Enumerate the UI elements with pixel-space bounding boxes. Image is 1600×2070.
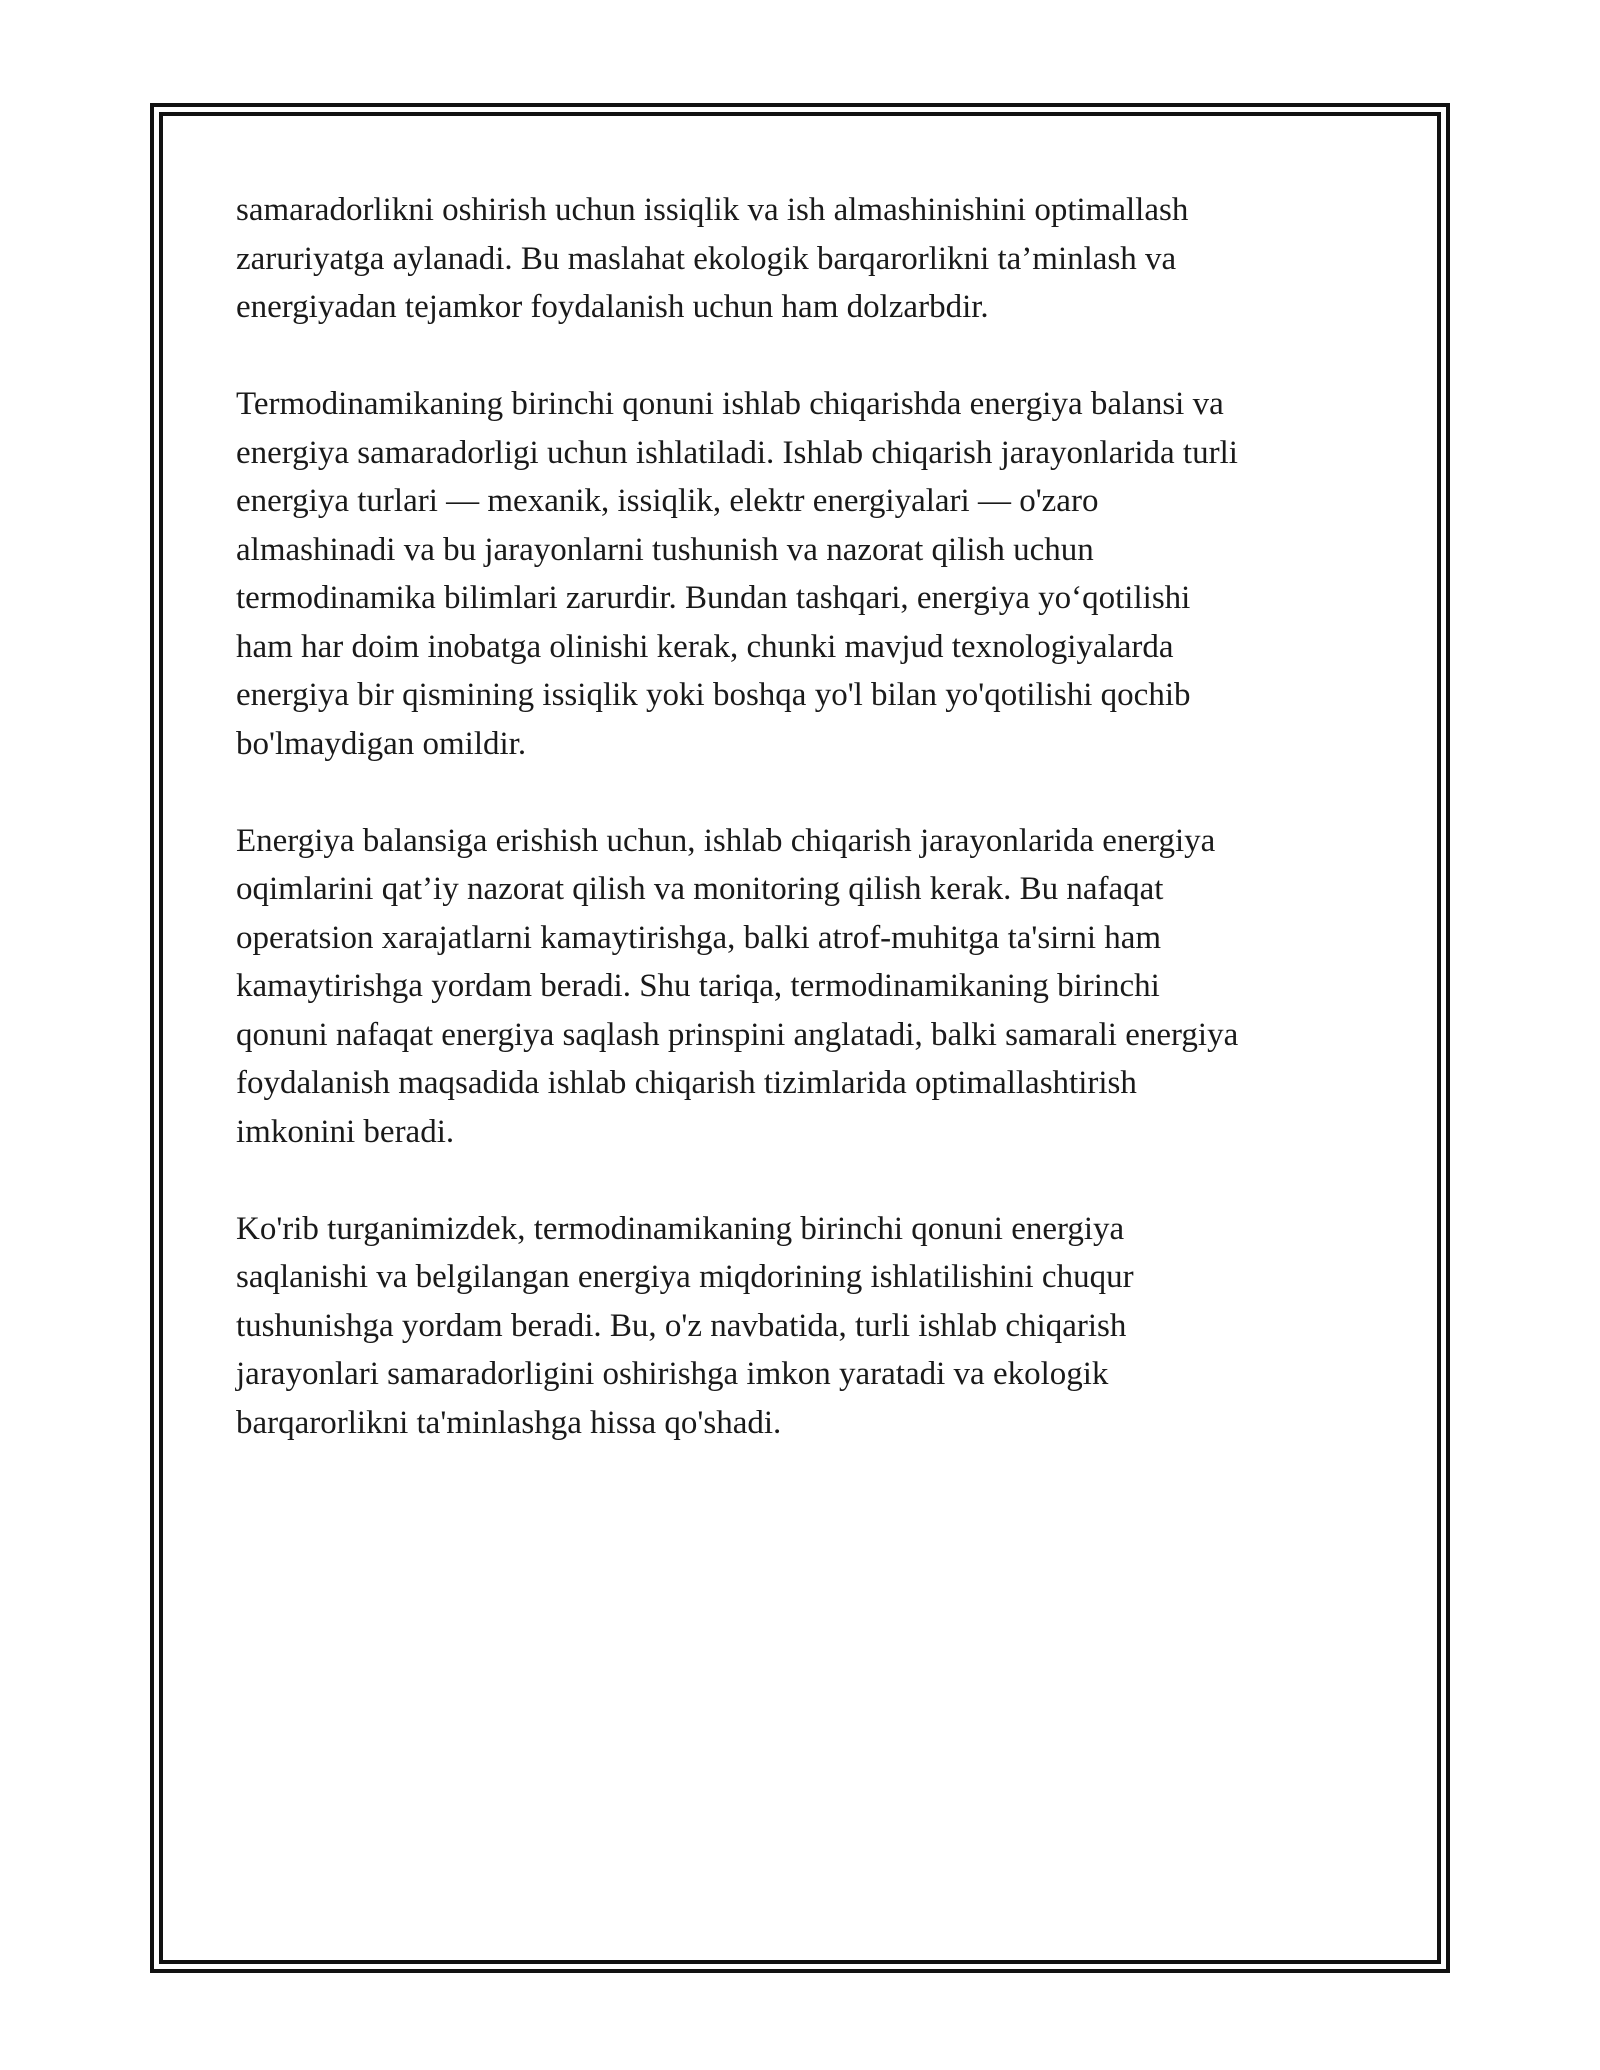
text-line: samaradorlikni oshirish uchun issiqlik va ish almashinishini optimallash bbox=[236, 192, 1189, 228]
text-line: zaruriyatga aylanadi. Bu maslahat ekologik barqarorlikni ta’minlash va bbox=[236, 240, 1177, 277]
text-line: Ko'rib turganimizdek, termodinamikaning birinchi qonuni energiya bbox=[236, 1210, 1125, 1247]
paragraph-4 bbox=[236, 1205, 1366, 1448]
paragraph-1 bbox=[236, 186, 1366, 332]
text-line: energiyadan tejamkor foydalanish uchun ham dolzarbdir. bbox=[236, 289, 989, 325]
paragraph-3 bbox=[236, 817, 1366, 1157]
text-line: Energiya balansiga erishish uchun, ishlab chiqarish jarayonlarida energiya bbox=[236, 822, 1216, 859]
document-body bbox=[236, 186, 1366, 1496]
text-line: saqlanishi va belgilangan energiya miqdorining ishlatilishini chuqur bbox=[236, 1259, 1134, 1295]
text-line: energiya turlari — mexanik, issiqlik, elektr energiyalari — o'zaro bbox=[236, 483, 1099, 519]
text-line: ham har doim inobatga olinishi kerak, chunki mavjud texnologiyalarda bbox=[236, 628, 1174, 665]
text-line: imkonini beradi. bbox=[236, 1113, 455, 1150]
text-line: oqimlarini qat’iy nazorat qilish va monitoring qilish kerak. Bu nafaqat bbox=[236, 871, 1164, 907]
text-line: energiya samaradorligi uchun ishlatiladi. Ishlab chiqarish jarayonlarida turli bbox=[236, 434, 1238, 471]
text-line: jarayonlari samaradorligini oshirishga imkon yaratadi va ekologik bbox=[236, 1356, 1109, 1392]
text-line: barqarorlikni ta'minlashga hissa qo'shadi. bbox=[236, 1404, 782, 1441]
text-line: energiya bir qismining issiqlik yoki boshqa yo'l bilan yo'qotilishi qochib bbox=[236, 677, 1191, 713]
text-line: foydalanish maqsadida ishlab chiqarish tizimlarida optimallashtirish bbox=[236, 1065, 1137, 1101]
text-line: tushunishga yordam beradi. Bu, o'z navbatida, turli ishlab chiqarish bbox=[236, 1307, 1127, 1344]
text-line: kamaytirishga yordam beradi. Shu tariqa, termodinamikaning birinchi bbox=[236, 968, 1160, 1004]
text-line: termodinamika bilimlari zarurdir. Bundan tashqari, energiya yo‘qotilishi bbox=[236, 580, 1191, 616]
text-line: Termodinamikaning birinchi qonuni ishlab chiqarishda energiya balansi va bbox=[236, 386, 1224, 422]
text-line: operatsion xarajatlarni kamaytirishga, balki atrof-muhitga ta'sirni ham bbox=[236, 919, 1162, 956]
text-line: bo'lmaydigan omildir. bbox=[236, 725, 527, 762]
text-line: almashinadi va bu jarayonlarni tushunish va nazorat qilish uchun bbox=[236, 531, 1094, 568]
text-line: qonuni nafaqat energiya saqlash prinspini anglatadi, balki samarali energiya bbox=[236, 1016, 1239, 1053]
paragraph-2 bbox=[236, 380, 1366, 768]
